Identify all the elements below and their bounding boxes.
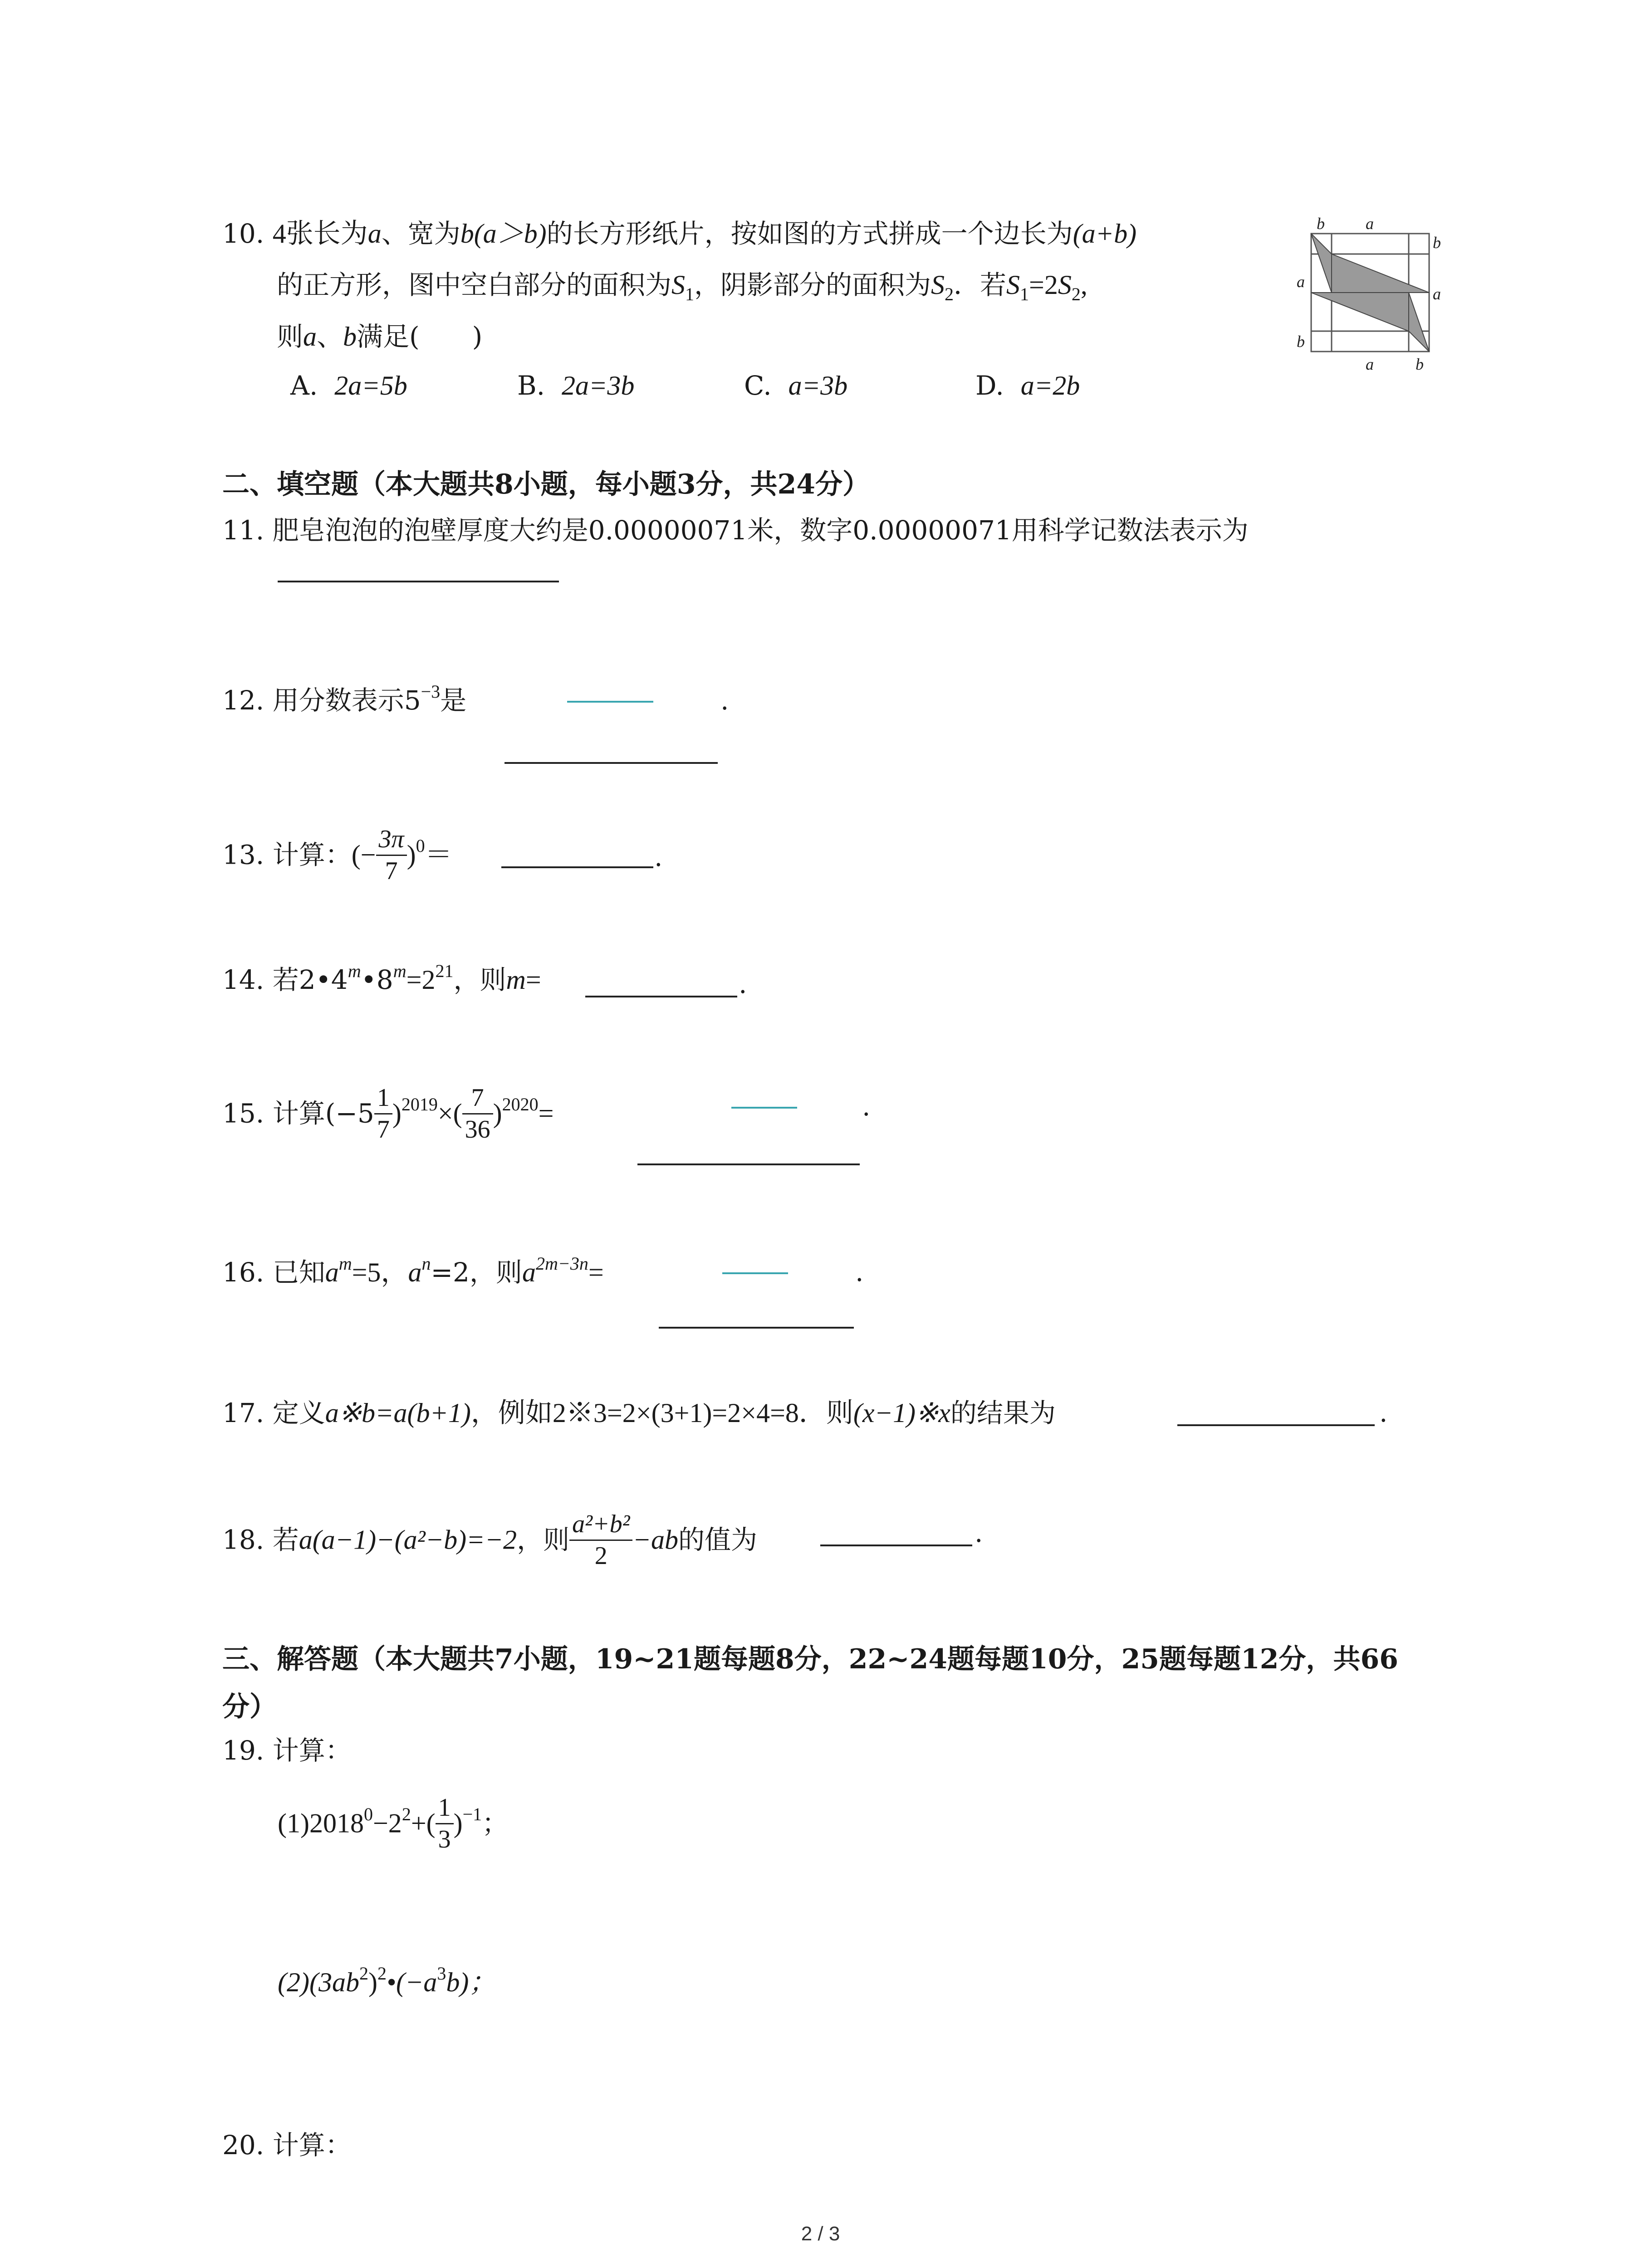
option-label: A. <box>290 370 318 401</box>
q10-text: ，阴影部分的面积为 <box>694 269 931 300</box>
q10-text: 的正方形，图中空白部分的面积为 <box>277 269 672 300</box>
fig-label-a: a <box>1433 285 1441 303</box>
q20-text: 计算： <box>272 2130 352 2160</box>
expr: (1)2018 <box>278 1808 364 1838</box>
expr: ) <box>453 1808 463 1838</box>
paren: ) <box>493 1098 502 1129</box>
q15-text: 计算(−5 <box>272 1098 374 1129</box>
expr: ) <box>368 1967 377 1997</box>
q10-text: 、宽为 <box>381 218 460 249</box>
q10-text: 的长方形纸片，按如图的方式拼成一个边长为 <box>546 218 1073 249</box>
q13-dot: . <box>654 841 663 872</box>
q17-number: 17. <box>222 1398 265 1428</box>
fraction <box>376 826 407 885</box>
q13-text: 计算： <box>272 839 352 870</box>
q19-text: 计算： <box>272 1735 352 1766</box>
q18 <box>222 1510 757 1571</box>
q15-dot: . <box>862 1091 871 1122</box>
var-b: b <box>343 322 357 352</box>
q10-number: 10. <box>222 218 265 249</box>
fig-label-a: a <box>1366 355 1374 373</box>
fig-label-b: b <box>1433 234 1441 252</box>
exponent: 2020 <box>502 1094 539 1115</box>
exponent: 3 <box>437 1963 446 1984</box>
q10-line1 <box>222 220 1136 247</box>
q15-answer-blank[interactable] <box>637 1163 860 1165</box>
q18-text: 若 <box>272 1524 299 1555</box>
exponent: −1 <box>462 1804 482 1825</box>
q18-text: ，则 <box>517 1524 570 1555</box>
q14-text: ，则 <box>453 964 506 995</box>
denominator: 2 <box>594 1541 607 1570</box>
var-m: m <box>506 965 526 995</box>
q10-text: 4张长为 <box>272 219 368 249</box>
fraction <box>569 1511 632 1569</box>
q10-line3 <box>277 323 482 350</box>
q14-number: 14. <box>222 964 265 995</box>
q18-text: 的值为 <box>678 1524 757 1555</box>
equals: = <box>538 1098 554 1129</box>
q11-number: 11. <box>222 515 265 546</box>
fraction <box>436 1794 454 1853</box>
q17-definition: a※b=a(b+1) <box>325 1398 471 1428</box>
option-label: D. <box>975 370 1004 401</box>
fig-label-b: b <box>1297 332 1305 351</box>
exponent: m <box>393 961 407 981</box>
q10-line2: 的正方形，图中空白部分的面积为$S_1$，阴影部分的面积为$S_2$．若$S_1=2S_2$, <box>277 269 1087 304</box>
var-s1: S <box>671 270 686 300</box>
fraction <box>462 1085 493 1143</box>
q19-part2 <box>278 1963 496 1997</box>
q17-example: ，例如2※3=2×(3+1)=2×4=8．则 <box>470 1398 853 1428</box>
exponent: 21 <box>435 961 454 981</box>
q12 <box>222 681 467 716</box>
var-a: a <box>522 1257 536 1287</box>
exponent: 2 <box>402 1804 411 1825</box>
q16-text: 已知 <box>272 1257 325 1288</box>
denominator: 36 <box>465 1115 490 1144</box>
expr: +( <box>411 1808 436 1838</box>
equals: ＝ <box>425 840 452 870</box>
expr: (2)(3ab <box>278 1967 359 1997</box>
q16-text: =2，则 <box>431 1257 522 1288</box>
numerator: 1 <box>436 1794 454 1824</box>
q15-teal-line <box>731 1107 797 1109</box>
q17-expression: (x−1)※x <box>853 1398 950 1428</box>
denominator: 7 <box>385 856 398 885</box>
subscript: 1 <box>1020 284 1029 304</box>
option-text: 2a=5b <box>334 371 407 401</box>
q18-condition: a(a−1)−(a²−b)=−2 <box>299 1525 517 1555</box>
option-label: B. <box>517 370 545 401</box>
exponent: m <box>338 1253 352 1274</box>
q11-answer-blank[interactable] <box>278 581 559 582</box>
exponent: 2 <box>377 1963 387 1984</box>
q16-teal-line <box>722 1272 788 1274</box>
q18-dot: . <box>975 1517 983 1548</box>
subscript: 2 <box>945 284 954 304</box>
var-a: a <box>303 322 317 352</box>
q10-text: ．若 <box>954 269 1007 300</box>
page-number: 2 / 3 <box>801 2223 840 2245</box>
q19-number: 19. <box>222 1735 265 1766</box>
q10-text: 满足( ) <box>357 321 483 352</box>
paren: ) <box>407 840 416 870</box>
expr: b)； <box>446 1967 496 1997</box>
q10-option-a[interactable] <box>290 372 407 399</box>
q10-condition: (a＞b) <box>474 219 547 249</box>
exponent: 0 <box>363 1804 373 1825</box>
option-text: a=2b <box>1020 371 1080 401</box>
q20-number: 20. <box>222 2130 265 2160</box>
q17-text: 的结果为 <box>950 1398 1056 1428</box>
q18-number: 18. <box>222 1524 265 1555</box>
q17-answer-blank[interactable] <box>1177 1424 1375 1426</box>
var-b: b <box>460 219 474 249</box>
var-s1: S <box>1006 270 1020 300</box>
q10-side: (a+b) <box>1073 219 1137 249</box>
expr: •(−a <box>386 1967 437 1997</box>
exponent: m <box>348 961 361 981</box>
exponent: 2 <box>359 1963 368 1984</box>
option-text: a=3b <box>788 371 848 401</box>
q16 <box>222 1253 604 1288</box>
multiply: ×( <box>437 1098 462 1129</box>
option-label: C. <box>744 370 772 401</box>
q12-dot: . <box>720 685 729 716</box>
q19-part1 <box>278 1796 508 1855</box>
equals: =2 <box>406 965 436 995</box>
subscript: 1 <box>685 284 695 304</box>
numerator: 7 <box>462 1085 493 1114</box>
section-3-heading: 三、解答题（本大题共7小题，19~21题每题8分，22~24题每题10分，25题每题12分，共66 <box>222 1643 1399 1675</box>
q13-number: 13. <box>222 839 265 870</box>
fig-label-a: a <box>1297 273 1305 291</box>
var-a: a <box>408 1257 422 1287</box>
q10-text: 则 <box>277 321 304 352</box>
q19 <box>222 1737 352 1764</box>
denominator: 7 <box>377 1115 390 1144</box>
section-3-heading-cont: 分） <box>222 1691 277 1723</box>
equals: = <box>588 1257 604 1287</box>
expr: ； <box>482 1808 509 1839</box>
numerator: a²+b² <box>569 1511 632 1541</box>
fig-label-b: b <box>1416 355 1424 373</box>
expr: −2 <box>372 1808 402 1838</box>
paren: (− <box>351 840 376 870</box>
q14 <box>222 961 541 995</box>
paren: ) <box>392 1098 402 1129</box>
q10-text: 、 <box>317 321 343 352</box>
q10-option-d[interactable] <box>975 372 1080 399</box>
fraction <box>374 1085 392 1143</box>
var-s2: S <box>931 270 945 300</box>
q17-dot: . <box>1379 1397 1388 1428</box>
q10-option-c[interactable] <box>744 372 847 399</box>
numerator: 3π <box>376 826 407 856</box>
q16-text: =5， <box>352 1257 408 1287</box>
q13 <box>222 825 452 886</box>
q18-expression: −ab <box>632 1525 678 1555</box>
q11-text: 肥皂泡泡的泡壁厚度大约是0.00000071米，数字0.00000071用科学记数法表示为 <box>272 515 1249 546</box>
q16-number: 16. <box>222 1257 265 1288</box>
option-text: 2a=3b <box>561 371 635 401</box>
q12-text: 用分数表示5 <box>272 685 421 716</box>
q20 <box>222 2132 352 2158</box>
q14-dot: . <box>739 968 747 999</box>
q12-text: 是 <box>440 685 467 716</box>
q11 <box>222 515 1249 546</box>
q14-text: •8 <box>361 964 393 995</box>
q16-dot: . <box>855 1256 864 1287</box>
q14-answer-blank[interactable] <box>585 996 737 997</box>
exponent: −3 <box>421 681 441 702</box>
q12-number: 12. <box>222 685 265 716</box>
q17 <box>222 1399 1056 1427</box>
exponent: n <box>421 1253 431 1274</box>
section-2-heading: 二、填空题（本大题共8小题，每小题3分，共24分） <box>222 469 870 500</box>
var-s2: S <box>1058 270 1072 300</box>
q17-text: 定义 <box>272 1398 325 1428</box>
exponent: 2019 <box>401 1094 438 1115</box>
fig-label-a: a <box>1366 215 1374 233</box>
q12-answer-blank[interactable] <box>505 762 718 764</box>
q15-number: 15. <box>222 1098 265 1129</box>
exponent: 0 <box>416 836 425 856</box>
var-a: a <box>367 219 382 249</box>
q15 <box>222 1086 554 1145</box>
q10-option-b[interactable] <box>517 372 634 399</box>
exponent: 2m−3n <box>535 1253 588 1274</box>
q12-teal-line <box>567 701 653 703</box>
q14-text: 若2•4 <box>272 964 348 995</box>
subscript: 2 <box>1071 284 1081 304</box>
q18-answer-blank[interactable] <box>820 1545 972 1546</box>
q10-figure <box>1284 206 1456 379</box>
var-a: a <box>325 1257 339 1287</box>
numerator: 1 <box>374 1085 392 1114</box>
q13-answer-blank[interactable] <box>501 866 653 868</box>
relation: =2 <box>1029 270 1058 300</box>
fig-label-b: b <box>1317 215 1325 233</box>
q16-answer-blank[interactable] <box>659 1327 854 1329</box>
equals: = <box>525 965 541 995</box>
denominator: 3 <box>438 1825 451 1853</box>
